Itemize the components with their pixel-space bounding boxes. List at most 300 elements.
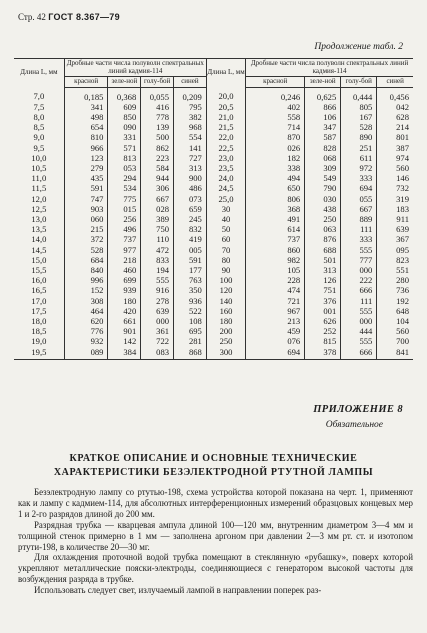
table-row (14, 347, 413, 360)
length-cell: 120 (206, 285, 245, 295)
value-cell: 228 (246, 275, 305, 285)
value-cell: 996 (64, 275, 108, 285)
value-cell: 591 (64, 183, 108, 193)
data-table (14, 58, 413, 360)
value-cell: 252 (305, 326, 341, 336)
value-cell: 420 (108, 306, 141, 316)
value-cell: 306 (141, 183, 174, 193)
value-cell: 105 (246, 265, 305, 275)
table-row (14, 143, 413, 153)
table-row (14, 122, 413, 132)
length-cell: 40 (206, 214, 245, 224)
table-row (14, 112, 413, 122)
value-cell: 486 (174, 183, 207, 193)
length-cell: 21,0 (206, 112, 245, 122)
section-title-line: КРАТКОЕ ОПИСАНИЕ И ОСНОВНЫЕ ТЕХНИЧЕСКИЕ (69, 453, 358, 464)
value-cell: 313 (174, 163, 207, 173)
value-cell: 667 (341, 204, 377, 214)
value-cell: 111 (341, 296, 377, 306)
value-cell: 0,444 (341, 87, 377, 102)
length-cell: 100 (206, 275, 245, 285)
length-cell: 8,5 (33, 122, 45, 133)
value-cell: 438 (305, 204, 341, 214)
value-cell: 727 (174, 153, 207, 163)
value-cell: 801 (377, 132, 413, 142)
length-cell: 9,5 (33, 142, 45, 153)
col-light-blue: голу-бой (341, 77, 377, 88)
value-cell: 810 (64, 132, 108, 142)
value-cell: 333 (341, 234, 377, 244)
value-cell: 387 (377, 143, 413, 153)
value-cell: 684 (64, 255, 108, 265)
value-cell: 309 (305, 163, 341, 173)
value-cell: 736 (377, 285, 413, 295)
length-cell: 200 (206, 326, 245, 336)
length-cell: 23,0 (206, 153, 245, 163)
value-cell: 444 (341, 326, 377, 336)
table-row (14, 326, 413, 336)
value-cell: 123 (64, 153, 108, 163)
value-cell: 245 (174, 214, 207, 224)
value-cell: 338 (246, 163, 305, 173)
value-cell: 076 (246, 336, 305, 346)
value-cell: 376 (305, 296, 341, 306)
value-cell: 776 (64, 326, 108, 336)
body-text (18, 487, 413, 596)
value-cell: 063 (305, 224, 341, 234)
value-cell: 015 (108, 204, 141, 214)
value-cell: 700 (377, 336, 413, 346)
value-cell: 256 (108, 214, 141, 224)
value-cell: 522 (174, 306, 207, 316)
value-cell: 639 (377, 224, 413, 234)
value-cell: 095 (377, 245, 413, 255)
length-cell: 20,0 (206, 87, 245, 102)
value-cell: 416 (141, 102, 174, 112)
value-cell: 560 (377, 326, 413, 336)
value-cell: 350 (174, 285, 207, 295)
value-cell: 083 (141, 347, 174, 360)
value-cell: 055 (341, 194, 377, 204)
value-cell: 750 (141, 224, 174, 234)
table-continuation-caption: Продолжение табл. 2 (314, 42, 403, 52)
standard-code: ГОСТ 8.367—79 (48, 12, 120, 22)
length-cell: 10,5 (31, 162, 47, 173)
length-cell: 8,0 (33, 111, 45, 122)
value-cell: 982 (246, 255, 305, 265)
length-cell: 12,5 (31, 203, 47, 214)
appendix-title: ПРИЛОЖЕНИЕ 8 (313, 404, 403, 415)
value-cell: 068 (305, 153, 341, 163)
value-cell: 459 (246, 326, 305, 336)
value-cell: 0,055 (141, 87, 174, 102)
value-cell: 384 (108, 347, 141, 360)
length-cell: 14,5 (31, 244, 47, 255)
value-cell: 250 (305, 214, 341, 224)
length-header-right: Длина L, мм (206, 59, 245, 88)
value-cell: 435 (64, 173, 108, 183)
table-row (14, 132, 413, 142)
value-cell: 737 (108, 234, 141, 244)
length-cell: 7,0 (33, 91, 45, 102)
value-cell: 555 (341, 306, 377, 316)
value-cell: 866 (305, 102, 341, 112)
value-cell: 977 (108, 245, 141, 255)
length-cell: 250 (206, 336, 245, 346)
value-cell: 694 (246, 347, 305, 360)
value-cell: 626 (305, 316, 341, 326)
table-row (14, 87, 413, 102)
value-cell: 828 (305, 143, 341, 153)
value-cell: 000 (141, 316, 174, 326)
value-cell: 0,246 (246, 87, 305, 102)
length-cell: 18,5 (31, 326, 47, 337)
value-cell: 361 (141, 326, 174, 336)
paragraph: Безэлектродную лампу со ртутью-198, схема устройства которой показана на черт. 1, применяют как и лампу с кадмием-114, для абсолютных интерференционных измерений образцовых концевых мер 1 и 2-го разрядов длиной до 200 мм. (18, 487, 413, 519)
value-cell: 790 (305, 183, 341, 193)
table-row (14, 224, 413, 234)
value-cell: 108 (174, 316, 207, 326)
table-row (14, 234, 413, 244)
length-cell: 19,5 (14, 347, 64, 360)
value-cell: 555 (341, 245, 377, 255)
value-cell: 936 (174, 296, 207, 306)
value-cell: 694 (341, 183, 377, 193)
value-cell: 331 (108, 132, 141, 142)
value-cell: 850 (108, 112, 141, 122)
value-cell: 042 (377, 102, 413, 112)
table-row (14, 153, 413, 163)
value-cell: 053 (108, 163, 141, 173)
length-cell: 18,0 (31, 315, 47, 326)
value-cell: 722 (141, 336, 174, 346)
value-cell: 591 (174, 255, 207, 265)
value-cell: 876 (305, 234, 341, 244)
value-cell: 192 (377, 296, 413, 306)
value-cell: 281 (174, 336, 207, 346)
value-cell: 419 (174, 234, 207, 244)
value-cell: 215 (64, 224, 108, 234)
value-cell: 528 (341, 122, 377, 132)
length-cell: 160 (206, 306, 245, 316)
value-cell: 110 (141, 234, 174, 244)
value-cell: 737 (246, 234, 305, 244)
col-green: зеле-ной (305, 77, 341, 88)
value-cell: 460 (108, 265, 141, 275)
value-cell: 498 (64, 112, 108, 122)
value-cell: 932 (64, 336, 108, 346)
value-cell: 555 (341, 336, 377, 346)
length-cell: 19,0 (31, 336, 47, 347)
value-cell: 000 (341, 265, 377, 275)
value-cell: 667 (141, 194, 174, 204)
value-cell: 555 (141, 275, 174, 285)
value-cell: 911 (377, 214, 413, 224)
length-cell: 90 (206, 265, 245, 275)
value-cell: 777 (341, 255, 377, 265)
value-cell: 177 (174, 265, 207, 275)
value-cell: 194 (141, 265, 174, 275)
value-cell: 223 (141, 153, 174, 163)
length-cell: 9,0 (33, 132, 45, 143)
value-cell: 308 (64, 296, 108, 306)
value-cell: 005 (174, 245, 207, 255)
value-cell: 551 (377, 265, 413, 275)
value-cell: 806 (246, 194, 305, 204)
value-cell: 333 (341, 173, 377, 183)
paragraph: Использовать следует свет, излучаемый лампой в направлении поперек раз- (34, 585, 322, 596)
fraction-header-right: Дробные части числа полуволн спектральных линий кадмия-114 (246, 59, 413, 77)
table-row (14, 245, 413, 255)
value-cell: 659 (174, 204, 207, 214)
value-cell: 028 (141, 204, 174, 214)
value-cell: 554 (174, 132, 207, 142)
value-cell: 026 (246, 143, 305, 153)
section-title-line: ХАРАКТЕРИСТИКИ БЕЗЭЛЕКТРОДНОЙ РТУТНОЙ ЛАМПЫ (53, 467, 374, 478)
length-cell: 14,0 (31, 234, 47, 245)
value-cell: 222 (341, 275, 377, 285)
value-cell: 142 (108, 336, 141, 346)
table-row (14, 306, 413, 316)
value-cell: 491 (246, 214, 305, 224)
table-row (14, 316, 413, 326)
value-cell: 778 (141, 112, 174, 122)
length-cell: 20,5 (206, 102, 245, 112)
value-cell: 841 (377, 347, 413, 360)
length-cell: 24,5 (206, 183, 245, 193)
value-cell: 648 (377, 306, 413, 316)
value-cell: 688 (305, 245, 341, 255)
length-cell: 23,5 (206, 163, 245, 173)
value-cell: 089 (64, 347, 108, 360)
value-cell: 571 (108, 143, 141, 153)
value-cell: 620 (64, 316, 108, 326)
length-cell: 13,0 (31, 213, 47, 224)
value-cell: 341 (64, 102, 108, 112)
value-cell: 104 (377, 316, 413, 326)
value-cell: 972 (341, 163, 377, 173)
col-red: красной (64, 77, 108, 88)
value-cell: 890 (341, 132, 377, 142)
value-cell: 666 (341, 347, 377, 360)
value-cell: 278 (141, 296, 174, 306)
value-cell: 628 (377, 112, 413, 122)
length-cell: 21,5 (206, 122, 245, 132)
col-blue: синей (174, 77, 207, 88)
length-cell: 80 (206, 255, 245, 265)
value-cell: 666 (341, 285, 377, 295)
length-cell: 300 (206, 347, 245, 360)
value-cell: 000 (341, 316, 377, 326)
value-cell: 967 (246, 306, 305, 316)
value-cell: 001 (305, 306, 341, 316)
length-cell: 22,5 (206, 143, 245, 153)
fraction-header-left: Дробные части числа полуволн спектральных линий кадмия-114 (64, 59, 206, 77)
value-cell: 732 (377, 183, 413, 193)
value-cell: 587 (305, 132, 341, 142)
value-cell: 280 (377, 275, 413, 285)
length-cell: 16,5 (31, 285, 47, 296)
value-cell: 944 (141, 173, 174, 183)
value-cell: 182 (246, 153, 305, 163)
value-cell: 721 (246, 296, 305, 306)
value-cell: 496 (108, 224, 141, 234)
value-cell: 180 (108, 296, 141, 306)
length-header-left: Длина L, мм (14, 59, 64, 88)
length-cell: 50 (206, 224, 245, 234)
value-cell: 294 (108, 173, 141, 183)
value-cell: 152 (64, 285, 108, 295)
value-cell: 833 (141, 255, 174, 265)
table-row (14, 204, 413, 214)
length-cell: 16,0 (31, 275, 47, 286)
length-cell: 60 (206, 234, 245, 244)
length-cell: 24,0 (206, 173, 245, 183)
value-cell: 968 (174, 122, 207, 132)
value-cell: 966 (64, 143, 108, 153)
value-cell: 714 (246, 122, 305, 132)
value-cell: 916 (141, 285, 174, 295)
value-cell: 0,209 (174, 87, 207, 102)
value-cell: 382 (174, 112, 207, 122)
value-cell: 650 (246, 183, 305, 193)
length-cell: 15,5 (31, 264, 47, 275)
value-cell: 494 (246, 173, 305, 183)
value-cell: 560 (377, 163, 413, 173)
value-cell: 549 (305, 173, 341, 183)
table-row (14, 183, 413, 193)
value-cell: 073 (174, 194, 207, 204)
value-cell: 251 (341, 143, 377, 153)
value-cell: 279 (64, 163, 108, 173)
value-cell: 611 (341, 153, 377, 163)
value-cell: 614 (246, 224, 305, 234)
col-green: зеле-ной (108, 77, 141, 88)
value-cell: 0,368 (108, 87, 141, 102)
value-cell: 558 (246, 112, 305, 122)
value-cell: 389 (141, 214, 174, 224)
value-cell: 661 (108, 316, 141, 326)
value-cell: 213 (246, 316, 305, 326)
value-cell: 939 (108, 285, 141, 295)
value-cell: 815 (305, 336, 341, 346)
value-cell: 534 (108, 183, 141, 193)
table-row (14, 173, 413, 183)
length-cell: 17,0 (31, 295, 47, 306)
length-cell: 70 (206, 245, 245, 255)
value-cell: 860 (246, 245, 305, 255)
value-cell: 106 (305, 112, 341, 122)
value-cell: 862 (141, 143, 174, 153)
paragraph: Для охлаждения проточной водой трубка помещают в стеклянную «рубашку», поверх которой укрепляют металлические пояски-электроды, соединяющиеся с генератором высокой частоты для возбуждения разряда в трубке. (18, 552, 413, 585)
value-cell: 0,625 (305, 87, 341, 102)
table-row (14, 296, 413, 306)
section-title (0, 452, 427, 480)
value-cell: 639 (141, 306, 174, 316)
table-row (14, 163, 413, 173)
value-cell: 347 (305, 122, 341, 132)
length-cell: 7,5 (33, 101, 45, 112)
col-blue: синей (377, 77, 413, 88)
value-cell: 609 (108, 102, 141, 112)
length-cell: 22,0 (206, 132, 245, 142)
value-cell: 805 (341, 102, 377, 112)
value-cell: 372 (64, 234, 108, 244)
value-cell: 167 (341, 112, 377, 122)
length-cell: 13,5 (31, 224, 47, 235)
page-number: Стр. 42 (18, 12, 46, 22)
value-cell: 218 (108, 255, 141, 265)
value-cell: 528 (64, 245, 108, 255)
value-cell: 030 (305, 194, 341, 204)
value-cell: 139 (141, 122, 174, 132)
value-cell: 368 (246, 204, 305, 214)
value-cell: 870 (246, 132, 305, 142)
table-row (14, 214, 413, 224)
length-cell: 25,0 (206, 194, 245, 204)
length-cell: 15,0 (31, 254, 47, 265)
value-cell: 378 (305, 347, 341, 360)
value-cell: 183 (377, 204, 413, 214)
table-row (14, 275, 413, 285)
length-cell: 180 (206, 316, 245, 326)
value-cell: 126 (305, 275, 341, 285)
table-row (14, 102, 413, 112)
value-cell: 141 (174, 143, 207, 153)
length-cell: 10,0 (31, 152, 47, 163)
value-cell: 111 (341, 224, 377, 234)
value-cell: 584 (141, 163, 174, 173)
length-cell: 140 (206, 296, 245, 306)
value-cell: 060 (64, 214, 108, 224)
value-cell: 501 (305, 255, 341, 265)
value-cell: 903 (64, 204, 108, 214)
value-cell: 795 (174, 102, 207, 112)
value-cell: 901 (108, 326, 141, 336)
col-red: красной (246, 77, 305, 88)
value-cell: 654 (64, 122, 108, 132)
value-cell: 500 (141, 132, 174, 142)
value-cell: 868 (174, 347, 207, 360)
value-cell: 695 (174, 326, 207, 336)
length-cell: 12,0 (31, 193, 47, 204)
value-cell: 751 (305, 285, 341, 295)
value-cell: 464 (64, 306, 108, 316)
value-cell: 0,456 (377, 87, 413, 102)
value-cell: 813 (108, 153, 141, 163)
table-row (14, 265, 413, 275)
value-cell: 832 (174, 224, 207, 234)
table-row (14, 336, 413, 346)
value-cell: 367 (377, 234, 413, 244)
value-cell: 699 (108, 275, 141, 285)
value-cell: 0,185 (64, 87, 108, 102)
length-cell: 17,5 (31, 305, 47, 316)
value-cell: 402 (246, 102, 305, 112)
value-cell: 823 (377, 255, 413, 265)
value-cell: 146 (377, 173, 413, 183)
length-cell: 11,5 (31, 183, 47, 194)
value-cell: 763 (174, 275, 207, 285)
value-cell: 889 (341, 214, 377, 224)
page-header (18, 12, 120, 22)
table-row (14, 194, 413, 204)
col-light-blue: голу-бой (141, 77, 174, 88)
value-cell: 313 (305, 265, 341, 275)
table-row (14, 285, 413, 295)
appendix-note: Обязательное (325, 420, 383, 430)
paragraph: Разрядная трубка — кварцевая ампула длиной 100—120 мм, внутренним диаметром 3—4 мм и толщиной стенок примерно в 1 мм — заполнена аргоном при давлении 2—3 мм рт. ст. и изотопом ртути-198, в количестве 20—30 мг. (18, 519, 413, 552)
